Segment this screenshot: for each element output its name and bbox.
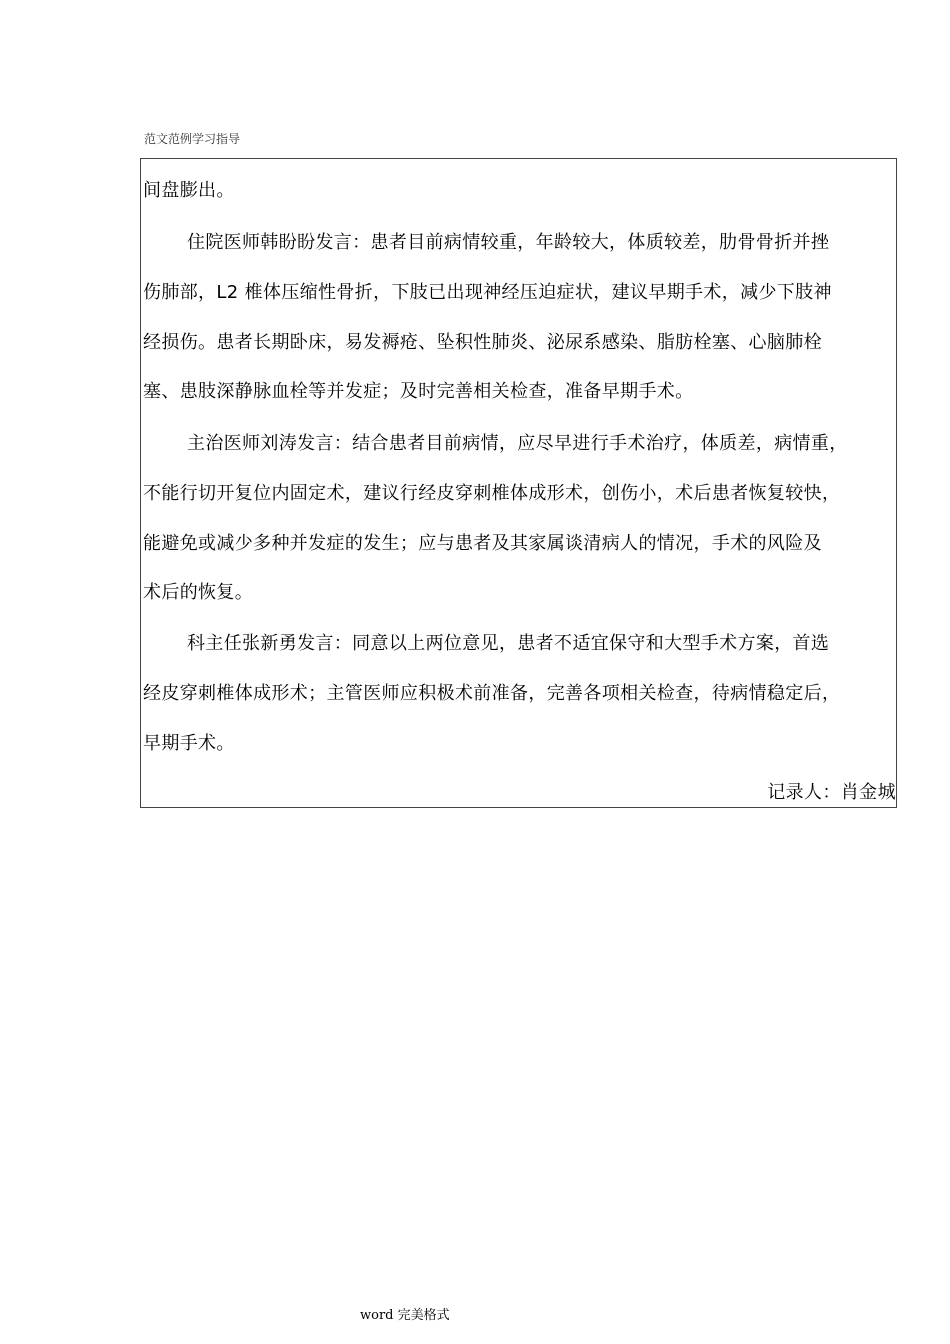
- text-line-4: 经损伤。患者长期卧床，易发褥疮、坠积性肺炎、泌尿系感染、脂肪栓塞、心脑肺栓: [143, 332, 822, 353]
- text-line-9: 术后的恢复。: [143, 582, 254, 603]
- recorder-signature: 记录人：肖金城: [767, 782, 896, 803]
- text-line-2: 住院医师韩盼盼发言：患者目前病情较重，年龄较大，体质较差，肋骨骨折并挫: [187, 232, 830, 253]
- record-box: [140, 158, 897, 808]
- page-footer: word 完美格式: [360, 1308, 450, 1323]
- text-line-10: 科主任张新勇发言：同意以上两位意见，患者不适宜保守和大型手术方案，首选: [187, 633, 830, 654]
- text-line-3: 伤肺部，L2 椎体压缩性骨折，下肢已出现神经压迫症状，建议早期手术，减少下肢神: [143, 282, 832, 303]
- text-line-7: 不能行切开复位内固定术，建议行经皮穿刺椎体成形术，创伤小，术后患者恢复较快，: [143, 483, 841, 504]
- text-line-12: 早期手术。: [143, 733, 235, 754]
- text-line-1: 间盘膨出。: [143, 180, 235, 201]
- text-line-11: 经皮穿刺椎体成形术；主管医师应积极术前准备，完善各项相关检查，待病情稳定后，: [143, 683, 841, 704]
- page-header: 范文范例学习指导: [144, 132, 241, 146]
- text-line-5: 塞、患肢深静脉血栓等并发症；及时完善相关检查，准备早期手术。: [143, 381, 694, 402]
- text-line-8: 能避免或减少多种并发症的发生；应与患者及其家属谈清病人的情况，手术的风险及: [143, 533, 822, 554]
- text-line-6: 主治医师刘涛发言：结合患者目前病情，应尽早进行手术治疗，体质差，病情重，: [187, 433, 848, 454]
